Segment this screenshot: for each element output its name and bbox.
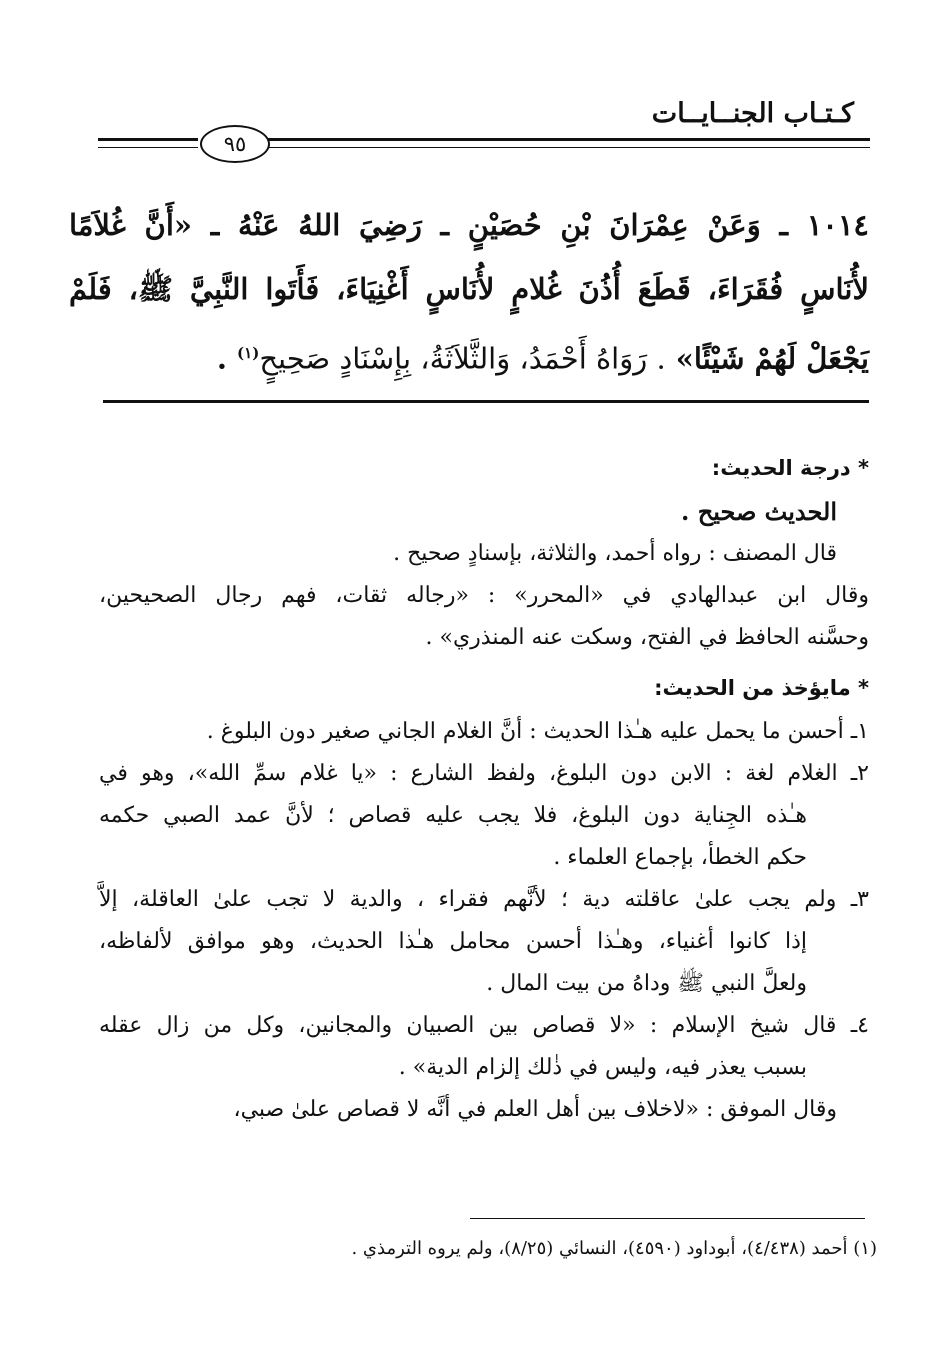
lesson-line: بسبب يعذر فيه، وليس في ذٰلك إلزام الدية» .: [398, 1055, 807, 1080]
footnote: (١) أحمد (٤/٤٣٨)، أبوداود (٤٥٩٠)، النسائي (٨/٢٥)، ولم يروه الترمذي .: [351, 1238, 877, 1259]
page-number: ٩٥: [200, 125, 270, 163]
header-rule-right: [268, 138, 870, 141]
hadith-line-3-text: يَجْعَلْ لَهُمْ شَيْئًا»: [675, 341, 869, 376]
grade-line: وقال ابن عبدالهادي في «المحرر» : «رجاله ثقات، فهم رجال الصحيحين،: [99, 583, 869, 608]
header-rule-left-thin: [98, 147, 198, 148]
footnote-marker: (١): [237, 344, 260, 362]
lesson-line: وقال الموفق : «لاخلاف بين أهل العلم في أنَّه لا قصاص علىٰ صبي،: [233, 1097, 837, 1122]
lessons-heading: * مايؤخذ من الحديث:: [654, 676, 869, 700]
lesson-line: هـٰذه الجِناية دون البلوغ، فلا يجب عليه قصاص ؛ لأنَّ عمد الصبي حكمه: [99, 803, 807, 828]
header-rule-left: [98, 138, 198, 141]
hadith-line-2: لأُنَاسٍ فُقَرَاءَ، قَطَعَ أُذُنَ غُلامٍ لأُنَاسٍ أَغْنِيَاءَ، فَأَتَوا النَّبِيَّ ﷺ، فَلَمْ: [69, 272, 869, 306]
commentary: [99, 445, 869, 1131]
section-divider: [103, 400, 869, 403]
lesson-line: ٢ـ الغلام لغة : الابن دون البلوغ، ولفظ الشارع : «يا غلام سمِّ الله»، وهو في: [99, 761, 869, 786]
lesson-line: ٣ـ ولم يجب علىٰ عاقلته دية ؛ لأنَّهم فقراء ، والدية لا تجب علىٰ العاقلة، إلاَّ: [99, 887, 869, 912]
lesson-line: ولعلَّ النبي ﷺ وداهُ من بيت المال .: [486, 971, 807, 996]
grade-line: قال المصنف : رواه أحمد، والثلاثة، بإسنادٍ صحيح .: [393, 541, 837, 566]
running-title: كـتـاب الجنــايــات: [651, 98, 854, 129]
hadith-line-1: [69, 193, 869, 257]
lesson-line: حكم الخطأ، بإجماع العلماء .: [553, 845, 807, 870]
footnote-rule: [470, 1218, 865, 1219]
lesson-line: ٤ـ قال شيخ الإسلام : «لا قصاص بين الصبيان والمجانين، وكل من زال عقله: [99, 1013, 869, 1038]
hadith-line-3: يَجْعَلْ لَهُمْ شَيْئًا» . رَوَاهُ أَحْمَدُ، وَالثَّلاَثَةُ، بِإِسْنَادٍ صَحِيحٍ$^{(١)}$ .: [216, 341, 869, 376]
lesson-line: ١ـ أحسن ما يحمل عليه هـٰذا الحديث : أنَّ الغلام الجاني صغير دون البلوغ .: [206, 719, 869, 744]
grade-line: وحسَّنه الحافظ في الفتح، وسكت عنه المنذري» .: [425, 625, 869, 650]
lesson-line: إذا كانوا أغنياء، وهـٰذا أحسن محامل هـٰذا الحديث، وهو موافق لألفاظه،: [99, 929, 807, 954]
grade-verdict: الحديث صحيح .: [681, 497, 837, 526]
grade-heading: * درجة الحديث:: [711, 456, 869, 480]
hadith-text: [69, 193, 869, 385]
header-rule-right-thin: [268, 147, 870, 148]
hadith-number: ١٠١٤: [806, 208, 869, 242]
hadith-line-1-text: ـ وَعَنْ عِمْرَانَ بْنِ حُصَيْنٍ ـ رَضِيَ اللهُ عَنْهُ ـ «أَنَّ غُلاَمًا: [69, 208, 788, 242]
hadith-narration: . رَوَاهُ أَحْمَدُ، وَالثَّلاَثَةُ، بِإِسْنَادٍ صَحِيحٍ: [259, 341, 666, 376]
